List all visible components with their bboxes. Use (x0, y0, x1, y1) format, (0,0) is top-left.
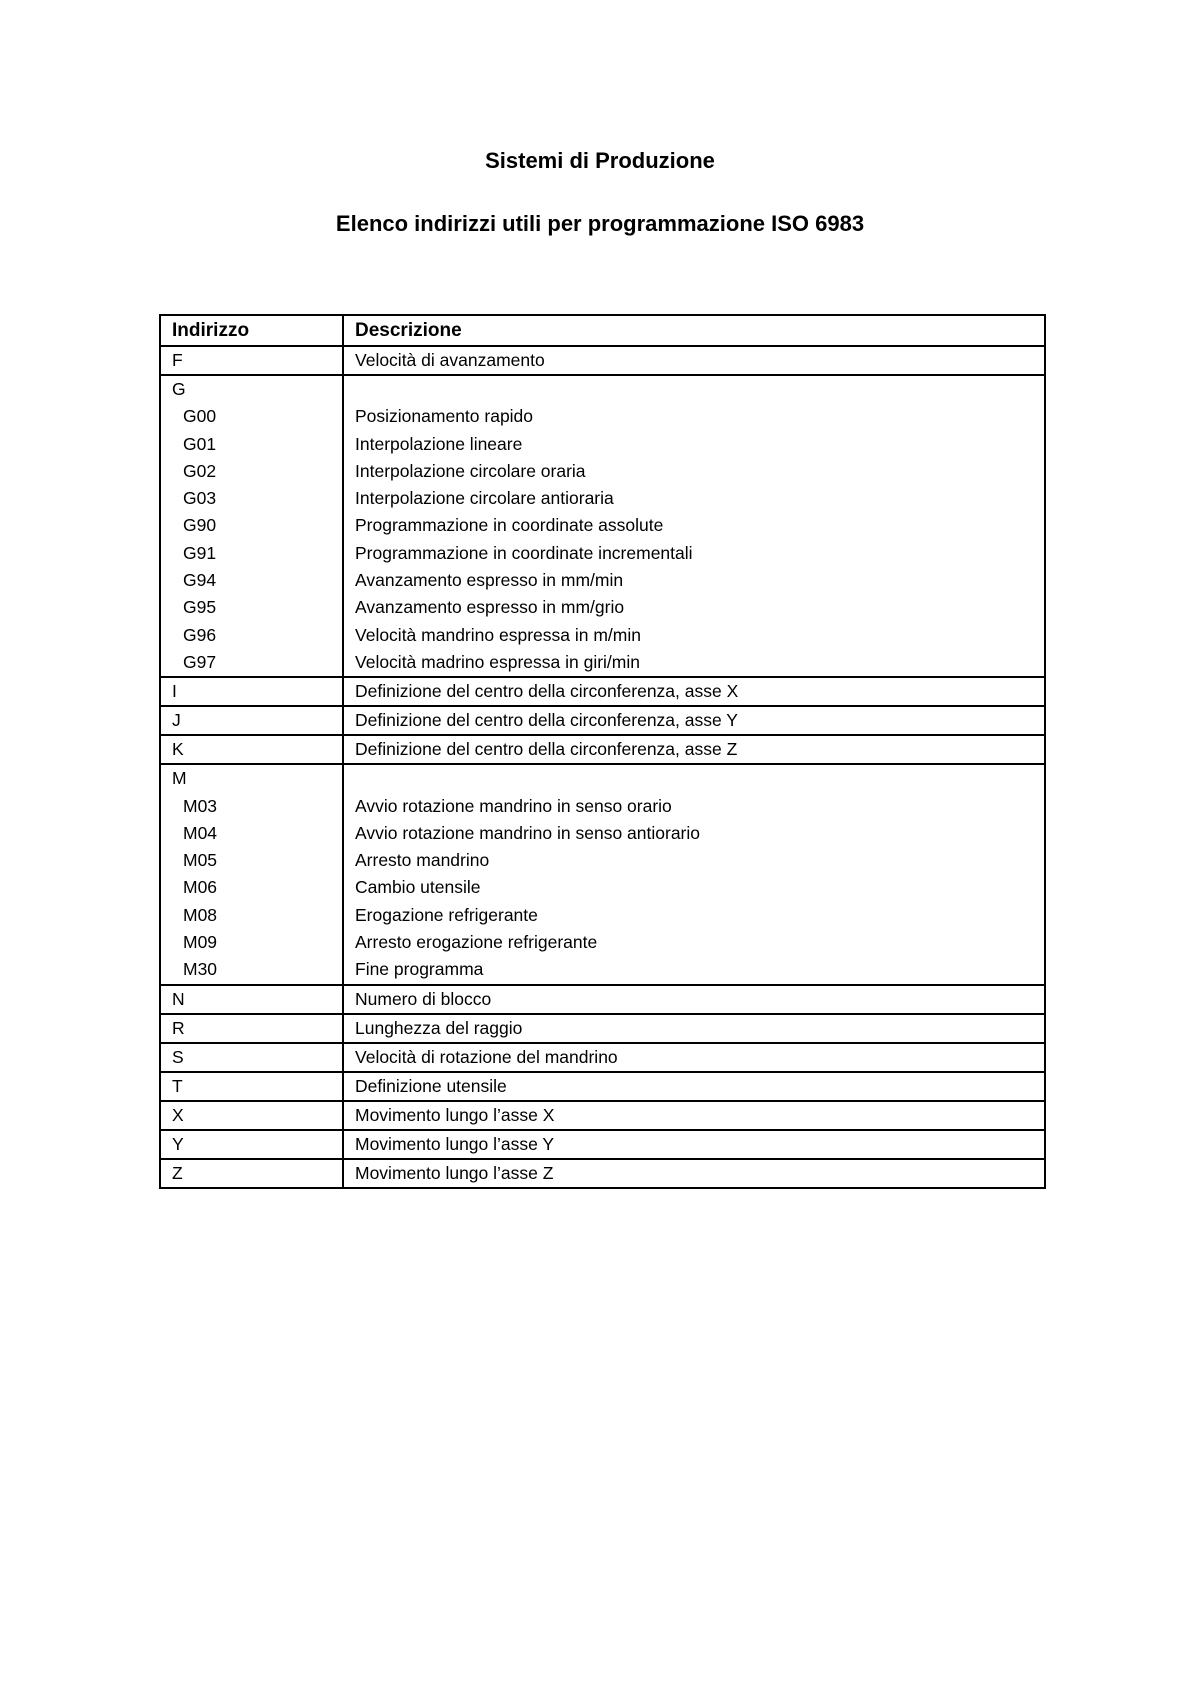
table-row (160, 346, 1045, 375)
description-cell (343, 677, 1045, 706)
description-text: Velocità di rotazione del mandrino (355, 1046, 618, 1067)
group-code: M (172, 768, 187, 789)
sub-code: M03 (183, 795, 218, 816)
address-cell (160, 735, 343, 764)
address-cell (160, 1014, 343, 1043)
sub-description: Interpolazione lineare (355, 433, 523, 454)
address-cell (160, 346, 343, 375)
description-text: Definizione del centro della circonferenza, asse Z (355, 739, 738, 760)
table-row (160, 1014, 1045, 1043)
description-text: Velocità di avanzamento (355, 350, 545, 370)
table-row (160, 1043, 1045, 1072)
address-table (159, 314, 1046, 1189)
document-title: Sistemi di Produzione (485, 148, 715, 173)
description-cell (343, 1043, 1045, 1072)
code-text: R (172, 1017, 185, 1038)
sub-description: Arresto erogazione refrigerante (355, 932, 598, 953)
sub-code: G02 (183, 460, 217, 481)
header-indirizzo: Indirizzo (160, 315, 343, 346)
sub-description: Avvio rotazione mandrino in senso antiorario (355, 822, 701, 843)
sub-code: G01 (183, 433, 217, 454)
sub-code: G94 (183, 570, 217, 591)
sub-code: G91 (183, 542, 217, 563)
code-text: Z (172, 1162, 183, 1183)
sub-description: Avvio rotazione mandrino in senso orario (355, 795, 672, 816)
code-text: N (172, 988, 185, 1009)
description-cell (343, 346, 1045, 375)
address-cell (160, 1043, 343, 1072)
group-description (355, 765, 1044, 792)
table-row (160, 1101, 1045, 1130)
code-text: I (172, 681, 177, 702)
table-row (160, 735, 1045, 764)
table-row (160, 1130, 1045, 1159)
description-text: Definizione del centro della circonferenza, asse X (355, 681, 739, 702)
document-subtitle: Elenco indirizzi utili per programmazione ISO 6983 (335, 211, 865, 236)
address-cell (160, 677, 343, 706)
description-cell (343, 1072, 1045, 1101)
address-cell (160, 375, 343, 677)
sub-description: Velocità madrino espressa in giri/min (355, 651, 640, 672)
group-code: G (172, 379, 186, 399)
table-row (160, 1159, 1045, 1188)
address-cell (160, 1101, 343, 1130)
description-text: Movimento lungo l’asse X (355, 1104, 555, 1125)
description-cell (343, 706, 1045, 735)
table-row (160, 706, 1045, 735)
table-row (160, 1072, 1045, 1101)
code-text: X (172, 1104, 184, 1125)
sub-code: G90 (183, 515, 217, 536)
table-row (160, 375, 1045, 677)
code-text: F (172, 350, 183, 370)
sub-code: G95 (183, 597, 217, 618)
description-cell (343, 985, 1045, 1014)
sub-code: G03 (183, 488, 217, 509)
description-cell (343, 1014, 1045, 1043)
address-cell (160, 706, 343, 735)
description-cell (343, 1101, 1045, 1130)
sub-description: Erogazione refrigerante (355, 904, 538, 925)
code-text: Y (172, 1133, 184, 1154)
group-description (355, 376, 1044, 403)
sub-code: M05 (183, 850, 218, 871)
description-text: Lunghezza del raggio (355, 1017, 523, 1038)
code-text: J (172, 710, 181, 731)
description-cell (343, 375, 1045, 677)
header-descrizione: Descrizione (355, 319, 462, 341)
table-body (160, 346, 1045, 1188)
sub-description: Fine programma (355, 959, 484, 980)
code-text: K (172, 739, 184, 760)
sub-description: Avanzamento espresso in mm/min (355, 570, 624, 591)
sub-code: M04 (183, 822, 218, 843)
sub-description: Avanzamento espresso in mm/grio (355, 597, 625, 618)
sub-description: Posizionamento rapido (355, 406, 534, 427)
sub-code: G96 (183, 624, 217, 645)
description-text: Movimento lungo l’asse Y (355, 1133, 555, 1154)
address-cell (160, 1130, 343, 1159)
description-cell (343, 764, 1045, 984)
sub-code: M30 (183, 959, 218, 980)
sub-description: Programmazione in coordinate incrementali (355, 542, 693, 563)
sub-description: Interpolazione circolare oraria (355, 460, 586, 481)
description-cell (343, 735, 1045, 764)
sub-code: M06 (183, 877, 218, 898)
sub-code: G97 (183, 651, 217, 672)
code-text: T (172, 1075, 183, 1096)
sub-description: Arresto mandrino (355, 850, 490, 871)
description-text: Numero di blocco (355, 988, 492, 1009)
address-cell (160, 985, 343, 1014)
description-text: Definizione del centro della circonferenza, asse Y (355, 710, 738, 731)
description-cell (343, 1130, 1045, 1159)
sub-description: Velocità mandrino espressa in m/min (355, 624, 641, 645)
table-row (160, 985, 1045, 1014)
table-row (160, 764, 1045, 984)
address-cell (160, 764, 343, 984)
description-text: Definizione utensile (355, 1075, 507, 1096)
sub-code: M08 (183, 904, 218, 925)
address-cell (160, 1159, 343, 1188)
table-header-row (160, 315, 1045, 346)
sub-description: Programmazione in coordinate assolute (355, 515, 664, 536)
code-text: S (172, 1046, 184, 1067)
description-cell (343, 1159, 1045, 1188)
sub-code: G00 (183, 406, 217, 427)
description-text: Movimento lungo l’asse Z (355, 1162, 554, 1183)
sub-description: Interpolazione circolare antioraria (355, 488, 614, 509)
sub-code: M09 (183, 932, 218, 953)
sub-description: Cambio utensile (355, 877, 481, 898)
address-cell (160, 1072, 343, 1101)
table-row (160, 677, 1045, 706)
